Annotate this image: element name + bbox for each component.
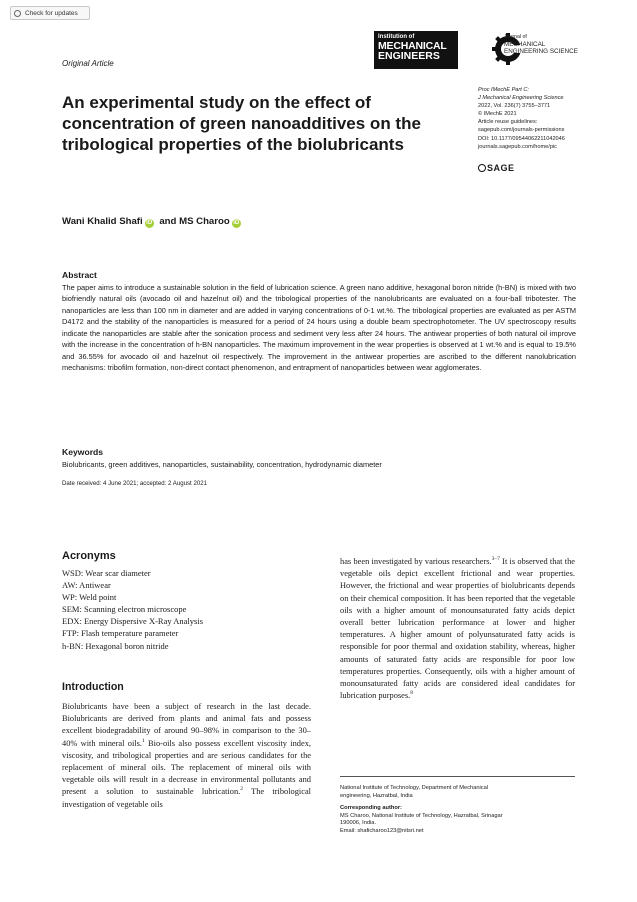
footnote-divider [340, 776, 575, 777]
meta-journal-link[interactable]: journals.sagepub.com/home/pic [478, 143, 557, 150]
meta-doi[interactable]: DOI: 10.1177/09544062211042046 [478, 135, 565, 142]
author-email[interactable]: Email: shaficharoo123@nitsri.net [340, 827, 424, 834]
acronym-item: FTP: Flash temperature parameter [62, 628, 179, 639]
intro-text-segment: The tribological investigation of vegetable oils [62, 787, 311, 809]
article-meta [478, 86, 618, 151]
keywords-text: Biolubricants, green additives, nanoparticles, sustainability, concentration, hydrodynamic diameter [62, 460, 382, 469]
acronym-item: SEM: Scanning electron microscope [62, 604, 187, 615]
acronym-item: WP: Weld point [62, 592, 117, 603]
intro-text-segment: Biolubricants have been a subject of research in the last decade. Biolubricants are derived from plants and animal fats and possess excellent biodegradability of around 90–98% in comparison to the 30–40% with mineral oils. [62, 702, 311, 748]
author-2[interactable]: MS Charoo [179, 216, 230, 227]
author-separator: and [159, 216, 177, 227]
acronym-item: WSD: Wear scar diameter [62, 568, 151, 578]
intro-text-segment: Bio-oils also possess excellent viscosity index, viscosity, and tribological properties and are serious candidates for the replacement of mineral oils. The replacement of mineral oils with vegetable oils will result in a decrease in environmental pollutants and present a solution to sustainable lubrication. [62, 738, 311, 797]
affiliation-line: engineering, Hazratbal, India [340, 792, 413, 799]
acronyms-list [62, 567, 312, 652]
meta-journal: J Mechanical Engineering Science [478, 95, 564, 102]
acronyms-heading: Acronyms [62, 550, 116, 562]
acronym-item: h-BN: Hexagonal boron nitride [62, 640, 169, 651]
date-received: Date received: 4 June 2021; accepted: 2 August 2021 [62, 480, 207, 487]
check-updates-label: Check for updates [25, 10, 78, 17]
sage-logo [478, 163, 515, 173]
orcid-icon[interactable]: iD [146, 220, 153, 226]
abstract-text: The paper aims to introduce a sustainable solution in the field of lubrication science. A green nano additive, hexagonal boron nitride (h-BN) is mixed with two biofriendly natural oils (avocado oil and hazelnut oil) and the tribological properties of the nanolubricants are evaluated on a four-ball tribotester. The nanoparticles are less than 100 nm in diameter and are added in varying concentrations of 0-1 wt.%. The tribological properties are evaluated as per ASTM D4172 and the stability of the nanoparticles is measured for a period of 24 hours using a double beam spectrophotometer. The UV spectroscopy results indicate the nanoparticles are stable after the sonication process and sediment very less after 24 hours. The antiwear properties of both natural oil improve with the increase in the concentration of h-BN nanoparticles. The maximum improvement in the wear properties is observed at 1 wt.% and is equal to 19.5% and 36.55% for avocado oil and hazelnut oil respectively. The improvement in the antiwear properties are ascribed to the different nanolubrication mechanisms: tribofilm formation, non-direct contact phenomenon, and entrapment of nanoparticles between wear agglomerates. [62, 283, 576, 373]
corresponding-author-line: 190006, India. [340, 820, 377, 827]
meta-reuse-link[interactable]: sagepub.com/journals-permissions [478, 127, 565, 134]
sage-label: SAGE [487, 163, 515, 173]
author-list [62, 216, 244, 228]
journal-logo-line-3: ENGINEERING SCIENCE [504, 48, 578, 55]
affiliation-footnote [340, 785, 580, 836]
citation-ref[interactable]: 1 [141, 737, 145, 744]
acronym-item: AW: Antiwear [62, 580, 111, 591]
logo-line-1: Institution of [378, 34, 415, 40]
abstract-heading: Abstract [62, 270, 97, 280]
check-updates-icon [14, 10, 21, 17]
logo-line-3: ENGINEERS [378, 50, 440, 62]
orcid-icon[interactable]: iD [233, 220, 240, 226]
introduction-heading: Introduction [62, 681, 124, 693]
paper-title: An experimental study on the effect of concentration of green nanoadditives on the tribological properties of the biolubricants [62, 93, 421, 154]
logo-line-2: MECHANICAL [378, 40, 447, 52]
meta-volume: 2022, Vol. 236(7) 3755–3771 [478, 103, 551, 110]
journal-logo-line-1: Journal of [504, 34, 527, 40]
citation-ref[interactable]: 3–7 [491, 556, 500, 563]
journal-logo-text [504, 34, 578, 55]
introduction-text-right [340, 556, 575, 702]
acronym-item: EDX: Energy Dispersive X-Ray Analysis [62, 616, 204, 627]
meta-reuse-label: Article reuse guidelines: [478, 119, 538, 126]
intro-text-segment: It is observed that the vegetable oils depict excellent frictional and wear properties. However, the frictional and wear properties of biolubricants depends on their chemical composition. It has been reported that the vegetable oils with a higher amount of monounsaturated fatty acids depict overall better lubrication performance at lower and higher temperatures. A higher amount of polyunsaturated fatty acids is responsible for poor thermal and oxidation stability, whereas, higher amounts of saturated fatty acids are responsible for poor low temperatures properties. Consequently, oils with a higher amount of monounsaturated fatty acids are considered ideal candidates for lubrication purposes. [340, 557, 575, 701]
meta-proc: Proc IMechE Part C: [478, 87, 529, 93]
article-type: Original Article [62, 59, 114, 68]
meta-copyright: © IMechE 2021 [478, 111, 517, 118]
corresponding-author-line: MS Charoo, National Institute of Technology, Hazratbal, Srinagar [340, 812, 503, 819]
keywords-heading: Keywords [62, 447, 104, 457]
citation-ref[interactable]: 2 [240, 786, 244, 793]
affiliation-line: National Institute of Technology, Department of Mechanical [340, 785, 489, 791]
introduction-text-left [62, 701, 311, 811]
citation-ref[interactable]: 8 [410, 690, 413, 697]
intro-text-segment: has been investigated by various researchers. [340, 557, 492, 566]
check-for-updates-button[interactable] [10, 6, 90, 20]
corresponding-author-heading: Corresponding author: [340, 805, 402, 812]
author-1[interactable]: Wani Khalid Shafi [62, 216, 143, 227]
sage-mark-icon [478, 164, 486, 172]
journal-logo-line-2: MECHANICAL [504, 41, 546, 48]
imeche-logo [374, 31, 458, 69]
